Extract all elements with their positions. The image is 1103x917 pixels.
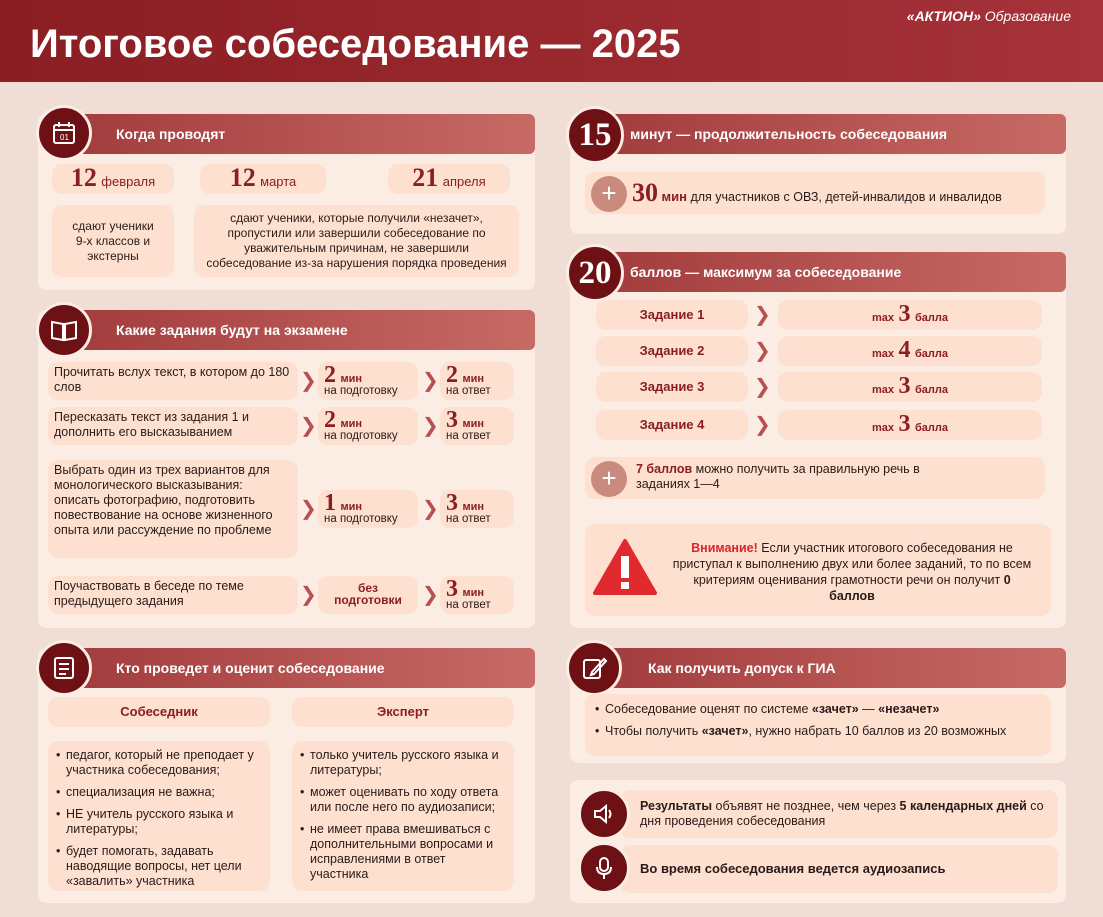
- chevron-right-icon: ❯: [300, 584, 317, 606]
- date-day: 21: [412, 163, 439, 192]
- points-max: [778, 410, 1042, 440]
- warning-bold: 0 баллов: [829, 573, 1011, 603]
- points-value: 4: [898, 337, 911, 363]
- gia-title: Как получить допуск к ГИА: [584, 648, 1066, 688]
- date-day: 12: [70, 163, 97, 192]
- ans-label: на ответ: [446, 599, 491, 611]
- chevron-right-icon: ❯: [754, 414, 771, 436]
- who-col2-item: • может оценивать по ходу ответа или после него по аудиозаписи;: [300, 785, 506, 815]
- warning-desc: Если участник итогового собеседования не приступал к выполнению двух или более заданий, то по всем критериям оценивания грамотности речи он получит: [672, 541, 1032, 587]
- points-max: [778, 336, 1042, 366]
- gia-item-2-pre: Чтобы получить: [605, 724, 702, 738]
- chevron-right-icon: ❯: [422, 415, 439, 437]
- prep-text-1: без: [357, 581, 379, 595]
- date-month: марта: [260, 174, 297, 189]
- points-task: Задание 2: [596, 336, 748, 366]
- brand-logo: [907, 8, 1071, 24]
- results-t1: объявят не позднее, чем через: [712, 799, 900, 813]
- date-month: апреля: [442, 174, 486, 189]
- points-task: Задание 4: [596, 410, 748, 440]
- ans-unit: мин: [462, 587, 484, 599]
- prep-time-box: [318, 362, 418, 400]
- points-max-label: max: [872, 312, 895, 324]
- warning-icon: [592, 538, 658, 596]
- results-b2: 5 календарных дней: [899, 799, 1027, 813]
- answer-time-box: [440, 490, 514, 528]
- points-task: Задание 3: [596, 372, 748, 402]
- points-value: 3: [898, 373, 911, 399]
- extra-desc: для участников с ОВЗ, детей-инвалидов и инвалидов: [690, 190, 1002, 204]
- ans-num: 3: [446, 576, 458, 602]
- extra-unit: мин: [661, 189, 687, 204]
- extra-num: 30: [632, 178, 658, 207]
- gia-item-2: [595, 724, 1041, 739]
- ans-num: 3: [446, 407, 458, 433]
- points-unit: балла: [914, 384, 948, 396]
- ans-num: 3: [446, 490, 458, 516]
- gia-item-2-b: «зачет»: [701, 724, 749, 738]
- gia-item-1-b2: «незачет»: [878, 702, 940, 716]
- bonus-desc: можно получить за правильную речь в заданиях 1—4: [636, 462, 920, 491]
- plus-icon: +: [591, 461, 627, 497]
- plus-icon: +: [591, 176, 627, 212]
- who-col1-title: Собеседник: [48, 697, 270, 727]
- ans-unit: мин: [462, 373, 484, 385]
- duration-number: 15: [566, 106, 624, 164]
- points-max-label: max: [872, 384, 895, 396]
- prep-label: на подготовку: [324, 513, 398, 525]
- chevron-right-icon: ❯: [754, 304, 771, 326]
- task-desc-box: [48, 362, 298, 400]
- calendar-icon: [36, 105, 92, 161]
- prep-num: 2: [324, 362, 336, 388]
- warning-text: [672, 540, 1032, 604]
- chevron-right-icon: ❯: [422, 584, 439, 606]
- who-col2-box: [292, 741, 514, 891]
- prep-time-box: [318, 407, 418, 445]
- chevron-right-icon: ❯: [754, 340, 771, 362]
- prep-unit: мин: [340, 501, 362, 513]
- audio-text: Во время собеседования ведется аудиозапись: [640, 861, 946, 876]
- gia-item-1: [595, 702, 1041, 717]
- task-desc: Выбрать один из трех вариантов для монологического высказывания: описать фотографию, подготовить повествование на основе жизненного опыта или рассуждение по проблеме: [54, 463, 273, 537]
- who-col2-title: Эксперт: [292, 697, 514, 727]
- prep-text-2: подготовки: [334, 593, 402, 607]
- prep-unit: мин: [340, 418, 362, 430]
- chevron-right-icon: ❯: [300, 370, 317, 392]
- duration-extra-text: [632, 178, 1042, 212]
- gia-item-1-pre: Собеседование оценят по системе: [605, 702, 812, 716]
- results-b1: Результаты: [640, 799, 713, 813]
- chevron-right-icon: ❯: [422, 498, 439, 520]
- points-title: баллов — максимум за собеседование: [584, 252, 1066, 292]
- ans-num: 2: [446, 362, 458, 388]
- warning-label: Внимание!: [691, 541, 758, 555]
- points-max: [778, 372, 1042, 402]
- gia-item-1-b1: «зачет»: [811, 702, 859, 716]
- header: [0, 0, 1103, 82]
- task-desc-box: [48, 460, 298, 558]
- who-col1-item: • будет помогать, задавать наводящие вопросы, нет цели «завалить» участника: [56, 844, 262, 889]
- book-icon: [36, 302, 92, 358]
- ans-label: на ответ: [446, 430, 491, 442]
- date-pill-mar: [200, 164, 326, 194]
- points-max-label: max: [872, 422, 895, 434]
- checklist-icon: [36, 640, 92, 696]
- who-col2-item: • не имеет права вмешиваться с дополнительными вопросами и исправлениями в ответ участника: [300, 822, 506, 882]
- ans-unit: мин: [462, 418, 484, 430]
- points-unit: балла: [914, 312, 948, 324]
- date-text-mar: сдают ученики, которые получили «незачет», пропустили или завершили собеседование по уважительным причинам, не завершили собеседование из-за нарушения порядка проведения: [194, 205, 519, 277]
- points-max-label: max: [872, 348, 895, 360]
- chevron-right-icon: ❯: [300, 498, 317, 520]
- brand-main: «АКТИОН»: [906, 8, 981, 24]
- date-text-feb: сдают ученики 9-х классов и экстерны: [52, 205, 174, 277]
- brand-sub: Образование: [984, 8, 1071, 24]
- prep-label: на подготовку: [324, 430, 398, 442]
- bonus-bold: 7 баллов: [636, 462, 693, 476]
- gia-item-2-post: , нужно набрать 10 баллов из 20 возможных: [748, 724, 1007, 738]
- points-task: Задание 1: [596, 300, 748, 330]
- prep-num: 2: [324, 407, 336, 433]
- gia-box: [585, 694, 1051, 756]
- points-max: [778, 300, 1042, 330]
- tasks-title: Какие задания будут на экзамене: [52, 310, 535, 350]
- who-col1-box: [48, 741, 270, 891]
- points-unit: балла: [914, 422, 948, 434]
- results-text: [640, 799, 1058, 829]
- ans-label: на ответ: [446, 513, 491, 525]
- date-day: 12: [229, 163, 256, 192]
- points-value: 3: [898, 301, 911, 327]
- chevron-right-icon: ❯: [754, 376, 771, 398]
- when-title: Когда проводят: [52, 114, 535, 154]
- task-desc: Прочитать вслух текст, в котором до 180 слов: [54, 365, 290, 394]
- pencil-icon: [566, 640, 622, 696]
- task-desc-box: [48, 576, 298, 614]
- task-desc-box: [48, 407, 298, 445]
- who-col2-list: [300, 748, 506, 882]
- who-col1-item: • педагог, который не преподает у участника собеседования;: [56, 748, 262, 778]
- who-col1-item: • НЕ учитель русского языка и литературы;: [56, 807, 262, 837]
- date-pill-feb: [52, 164, 174, 194]
- prep-num: 1: [324, 490, 336, 516]
- who-col1-item: • специализация не важна;: [56, 785, 262, 800]
- points-number: 20: [566, 244, 624, 302]
- ans-label: на ответ: [446, 385, 491, 397]
- prep-unit: мин: [340, 373, 362, 385]
- chevron-right-icon: ❯: [300, 415, 317, 437]
- prep-time-box: [318, 490, 418, 528]
- date-pill-apr: [388, 164, 510, 194]
- prep-label: на подготовку: [324, 385, 398, 397]
- gia-item-1-mid: —: [858, 702, 879, 716]
- who-title: Кто проведет и оценит собеседование: [52, 648, 535, 688]
- answer-time-box: [440, 576, 514, 614]
- microphone-icon: [578, 842, 630, 894]
- date-month: февраля: [101, 174, 156, 189]
- answer-time-box: [440, 362, 514, 400]
- prep-time-box: [318, 576, 418, 614]
- results-t2: со дня проведения собеседования: [640, 799, 1044, 828]
- svg-text:01: 01: [60, 133, 69, 142]
- duration-title: минут — продолжительность собеседования: [584, 114, 1066, 154]
- bonus-text: [636, 462, 936, 492]
- answer-time-box: [440, 407, 514, 445]
- chevron-right-icon: ❯: [422, 370, 439, 392]
- points-unit: балла: [914, 348, 948, 360]
- page-title: Итоговое собеседование — 2025: [30, 22, 681, 66]
- ans-unit: мин: [462, 501, 484, 513]
- task-desc: Пересказать текст из задания 1 и дополнить его высказыванием: [54, 410, 250, 439]
- who-col1-list: [56, 748, 262, 889]
- who-col2-item: • только учитель русского языка и литературы;: [300, 748, 506, 778]
- speaker-icon: [578, 788, 630, 840]
- points-value: 3: [898, 411, 911, 437]
- task-desc: Поучаствовать в беседе по теме предыдущего задания: [54, 579, 244, 608]
